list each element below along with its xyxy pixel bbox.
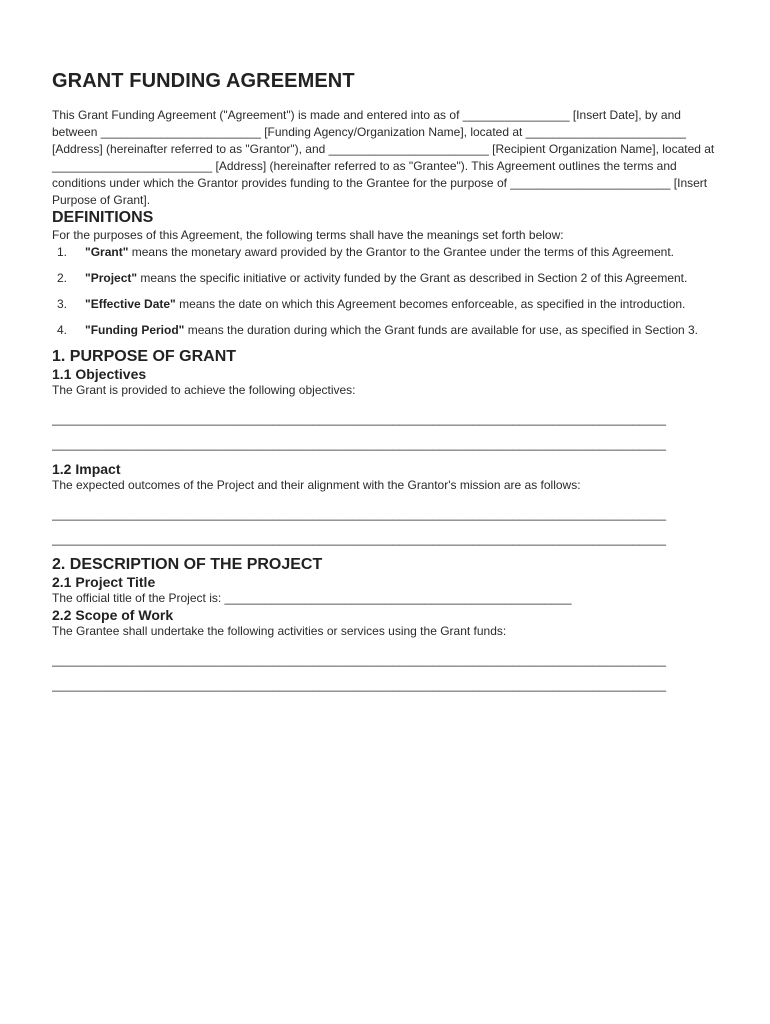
blank-line: ____________________________________________________________________________________________: [52, 437, 666, 451]
project-title-text: The official title of the Project is: ____________________________________________________: [52, 591, 572, 605]
impact-heading: 1.2 Impact: [52, 461, 121, 477]
definition-term: "Funding Period": [85, 323, 185, 337]
scope-heading: 2.2 Scope of Work: [52, 607, 174, 623]
impact-blank-lines: [52, 506, 718, 548]
section-2-heading: 2. DESCRIPTION OF THE PROJECT: [52, 556, 323, 573]
definitions-list: [52, 244, 718, 339]
definition-item: [52, 322, 718, 339]
objectives-heading: 1.1 Objectives: [52, 366, 147, 382]
definition-term: "Grant": [85, 245, 129, 259]
section-1-heading: 1. PURPOSE OF GRANT: [52, 348, 237, 365]
blank-line: ____________________________________________________________________________________________: [52, 678, 666, 692]
document-title: GRANT FUNDING AGREEMENT: [52, 70, 355, 92]
project-title-heading: 2.1 Project Title: [52, 574, 156, 590]
blank-line: ____________________________________________________________________________________________: [52, 653, 666, 667]
definition-text: means the date on which this Agreement becomes enforceable, as specified in the introduction.: [175, 297, 686, 311]
definition-number: 2.: [57, 271, 68, 285]
impact-text: The expected outcomes of the Project and their alignment with the Grantor's mission are as follows:: [52, 478, 581, 492]
scope-blank-lines: [52, 652, 718, 694]
definition-number: 1.: [57, 245, 68, 259]
definition-text: means the specific initiative or activity funded by the Grant as described in Section 2 of this Agreement.: [137, 271, 688, 285]
definition-number: 4.: [57, 323, 68, 337]
blank-line: ____________________________________________________________________________________________: [52, 507, 666, 521]
definitions-heading: DEFINITIONS: [52, 209, 154, 226]
intro-paragraph: This Grant Funding Agreement ("Agreement") is made and entered into as of ________________ [Insert Date], by and between ________________________ [Funding Agency/Organization Name], located at ________________________ [Address] (hereinafter referred to as "Grantor"), and ________________________ [Recipient Organization Name], located at ________________________ [Address] (hereinafter referred to as "Grantee"). This Agreement outlines the terms and conditions under which the Grantor provides funding to the Grantee for the purpose of ________________________ [Insert Purpose of Grant].: [52, 108, 715, 207]
definition-term: "Project": [85, 271, 138, 285]
blank-line: ____________________________________________________________________________________________: [52, 532, 666, 546]
definitions-lead: For the purposes of this Agreement, the following terms shall have the meanings set forth below:: [52, 228, 564, 242]
objectives-text: The Grant is provided to achieve the following objectives:: [52, 383, 356, 397]
scope-text: The Grantee shall undertake the following activities or services using the Grant funds:: [52, 624, 507, 638]
definition-item: [52, 270, 718, 287]
definition-number: 3.: [57, 297, 68, 311]
definition-text: means the duration during which the Grant funds are available for use, as specified in Section 3.: [184, 323, 699, 337]
definition-term: "Effective Date": [85, 297, 176, 311]
objectives-blank-lines: [52, 411, 718, 453]
definition-item: [52, 296, 718, 313]
definition-text: means the monetary award provided by the Grantor to the Grantee under the terms of this Agreement.: [128, 245, 675, 259]
definition-item: [52, 244, 718, 261]
blank-line: ____________________________________________________________________________________________: [52, 412, 666, 426]
